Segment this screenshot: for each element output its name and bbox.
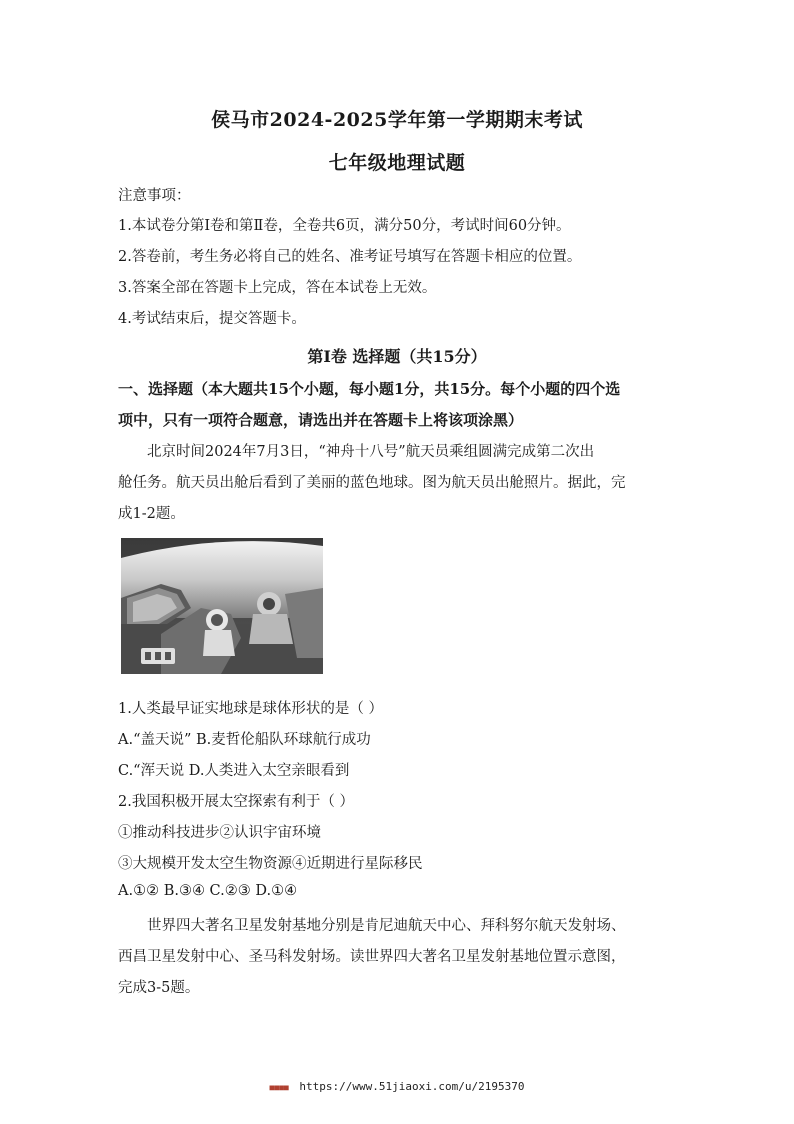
question-1-stem: 1.人类最早证实地球是球体形状的是（ ） [118, 701, 383, 717]
footer-watermark [0, 1080, 794, 1093]
question-2-line-1: ①推动科技进步②认识宇宙环境 [118, 825, 321, 841]
question-2-options: A.①② B.③④ C.②③ D.①④ [118, 883, 298, 899]
footer-url[interactable]: https://www.51jiaoxi.com/u/2195370 [299, 1080, 525, 1093]
astronaut-spacewalk-photo [121, 538, 323, 674]
question-1-options-line-2: C.“浑天说 D.人类进入太空亲眼看到 [118, 763, 350, 779]
section-instruction-line-1: 一、选择题（本大题共15个小题，每小题1分，共15分。每个小题的四个选 [118, 380, 621, 398]
notice-item-3: 3.答案全部在答题卡上完成，答在本试卷上无效。 [118, 280, 437, 296]
question-2-stem: 2.我国积极开展太空探索有利于（ ） [118, 794, 354, 810]
question-1-options-line-1: A.“盖天说” B.麦哲伦船队环球航行成功 [118, 732, 371, 748]
passage2-line-2: 西昌卫星发射中心、圣马科发射场。读世界四大著名卫星发射基地位置示意图， [118, 949, 626, 965]
passage2-line-1: 世界四大著名卫星发射基地分别是肯尼迪航天中心、拜科努尔航天发射场、 [147, 918, 626, 934]
section-instruction-line-2: 项中，只有一项符合题意，请选出并在答题卡上将该项涂黑） [118, 411, 524, 429]
notice-item-2: 2.答卷前，考生务必将自己的姓名、准考证号填写在答题卡相应的位置。 [118, 249, 582, 265]
section-title: 第Ⅰ卷 选择题（共15分） [307, 347, 487, 366]
exam-subtitle: 七年级地理试题 [328, 152, 466, 174]
passage2-line-3: 完成3-5题。 [118, 980, 200, 996]
passage1-line-1: 北京时间2024年7月3日，“神舟十八号”航天员乘组圆满完成第二次出 [147, 444, 595, 460]
notice-item-1: 1.本试卷分第Ⅰ卷和第Ⅱ卷，全卷共6页，满分50分，考试时间60分钟。 [118, 218, 571, 234]
passage1-line-3: 成1-2题。 [118, 506, 185, 522]
notice-heading: 注意事项： [118, 188, 191, 204]
passage1-line-2: 舱任务。航天员出舱后看到了美丽的蓝色地球。图为航天员出舱照片。据此，完 [118, 475, 626, 491]
notice-item-4: 4.考试结束后，提交答题卡。 [118, 311, 306, 327]
question-2-line-2: ③大规模开发太空生物资源④近期进行星际移民 [118, 856, 423, 872]
site-logo: ■■■■ [269, 1082, 289, 1092]
exam-title: 侯马市2024-2025学年第一学期期末考试 [211, 109, 583, 131]
